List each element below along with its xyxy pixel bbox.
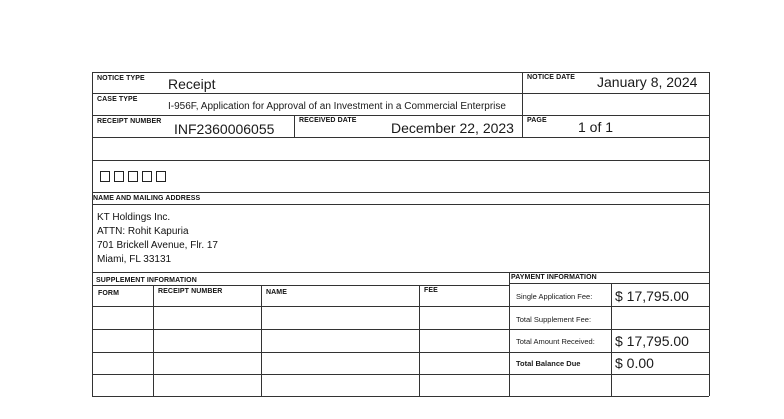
supplement-column-fee: FEE [424, 287, 438, 294]
notice-date-label: NOTICE DATE [527, 74, 576, 81]
receipt-number-label: RECEIPT NUMBER [97, 118, 162, 125]
received-date-label: RECEIVED DATE [299, 117, 357, 124]
total-amount-received-value: $ 17,795.00 [615, 333, 689, 349]
total-amount-received-label: Total Amount Received: [516, 337, 595, 346]
checkbox-square [128, 171, 138, 182]
supplement-column-name: NAME [266, 289, 288, 296]
supplement-column-form: FORM [98, 290, 120, 297]
notice-date-value: January 8, 2024 [597, 74, 698, 90]
payment-information-title: PAYMENT INFORMATION [511, 274, 597, 281]
mailing-address-block [97, 211, 218, 267]
single-application-fee-value: $ 17,795.00 [615, 288, 689, 304]
total-balance-due-label: Total Balance Due [516, 359, 581, 368]
checkbox-square [100, 171, 110, 182]
total-balance-due-value: $ 0.00 [615, 355, 654, 371]
address-line: Miami, FL 33131 [97, 254, 172, 265]
supplement-column-receipt-number: RECEIPT NUMBER [158, 288, 223, 295]
total-supplement-fee-label: Total Supplement Fee: [516, 315, 592, 324]
receipt-number-value: INF2360006055 [174, 121, 275, 137]
page-label: PAGE [527, 117, 547, 124]
address-line: KT Holdings Inc. [97, 212, 171, 223]
page-value: 1 of 1 [578, 119, 614, 135]
single-application-fee-label: Single Application Fee: [516, 292, 593, 301]
case-type-value: I-956F, Application for Approval of an Investment in a Commercial Enterprise [168, 101, 506, 112]
checkbox-square [142, 171, 152, 182]
case-type-label: CASE TYPE [97, 96, 138, 103]
notice-type-value: Receipt [168, 76, 216, 92]
checkbox-square [114, 171, 124, 182]
checkbox-square [156, 171, 166, 182]
address-line: ATTN: Rohit Kapuria [97, 226, 189, 237]
received-date-value: December 22, 2023 [391, 120, 514, 136]
supplement-information-title: SUPPLEMENT INFORMATION [96, 277, 197, 284]
mailing-address-label: NAME AND MAILING ADDRESS [93, 195, 201, 202]
address-line: 701 Brickell Avenue, Flr. 17 [97, 240, 218, 251]
notice-type-label: NOTICE TYPE [97, 75, 145, 82]
